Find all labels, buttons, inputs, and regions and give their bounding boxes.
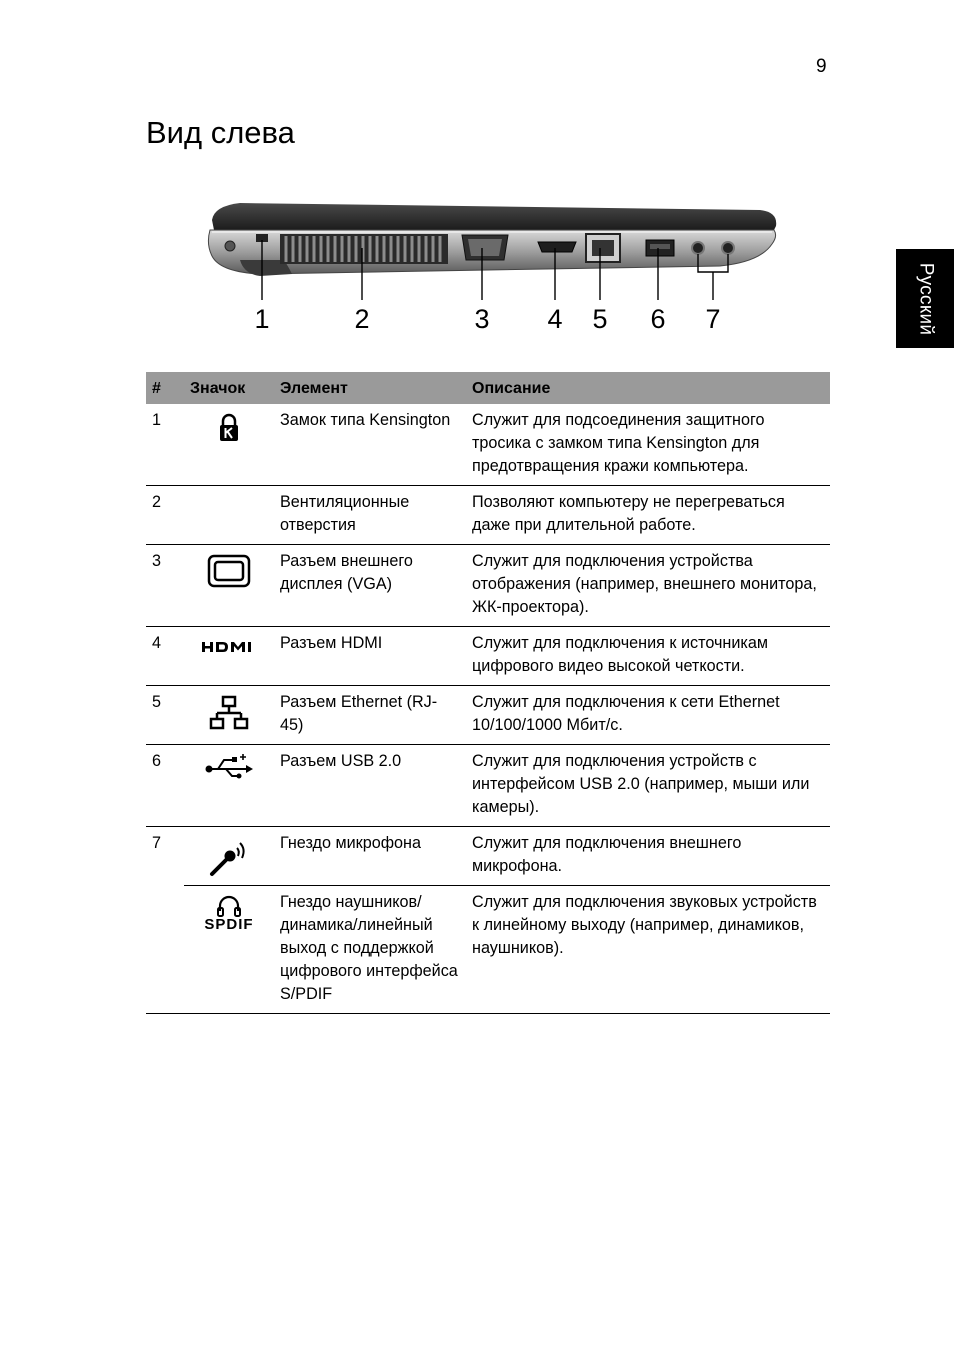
row-icon-cell: [184, 627, 274, 686]
row-description: Служит для подключения внешнего микрофона.: [466, 827, 830, 886]
table-row: [146, 827, 830, 886]
row-icon-cell: [184, 827, 274, 886]
row-description: Служит для подключения к источникам цифрового видео высокой четкости.: [466, 627, 830, 686]
row-element: Разъем HDMI: [274, 627, 466, 686]
row-element: Замок типа Kensington: [274, 404, 466, 486]
callout-3: 3: [474, 304, 490, 334]
row-number: 7: [146, 827, 184, 1014]
language-side-tab: [896, 249, 954, 348]
row-element: Вентиляционные отверстия: [274, 486, 466, 545]
header-number: #: [146, 372, 184, 404]
row-description: Позволяют компьютеру не перегреваться даже при длительной работе.: [466, 486, 830, 545]
row-number: 1: [146, 404, 184, 486]
row-element: Разъем внешнего дисплея (VGA): [274, 545, 466, 627]
callout-4: 4: [547, 304, 563, 334]
headphones-spdif-icon: [216, 895, 242, 917]
spdif-label: SPDIF: [204, 916, 254, 933]
row-number: 6: [146, 745, 184, 827]
row-icon-cell: [184, 486, 274, 545]
callout-1: 1: [254, 304, 270, 334]
row-description: Служит для подсоединения защитного тросика с замком типа Kensington для предотвращения кражи компьютера.: [466, 404, 830, 486]
hdmi-icon: [201, 640, 257, 654]
row-number: 5: [146, 686, 184, 745]
row-icon-cell: [184, 404, 274, 486]
row-icon-cell: [184, 686, 274, 745]
vga-port-icon: [207, 554, 251, 588]
row-element: Разъем USB 2.0: [274, 745, 466, 827]
callout-6: 6: [650, 304, 666, 334]
row-icon-cell: [184, 886, 274, 1014]
row-element: Гнездо наушников/ динамика/линейный выход с поддержкой цифрового интерфейса S/PDIF: [274, 886, 466, 1014]
row-icon-cell: [184, 745, 274, 827]
table-row: [146, 745, 830, 827]
callout-numbers: [200, 302, 790, 342]
page-title: Вид слева: [146, 115, 295, 150]
row-element: Разъем Ethernet (RJ-45): [274, 686, 466, 745]
table-row: [146, 486, 830, 545]
row-number: 4: [146, 627, 184, 686]
row-description: Служит для подключения устройства отображения (например, внешнего монитора, ЖК-проектора).: [466, 545, 830, 627]
header-description: Описание: [466, 372, 830, 404]
table-row: [146, 627, 830, 686]
ethernet-icon: [209, 695, 249, 731]
language-side-tab-label: Русский: [915, 262, 937, 335]
row-description: Служит для подключения устройств с интерфейсом USB 2.0 (например, мыши или камеры).: [466, 745, 830, 827]
table-header-row: [146, 372, 830, 404]
row-number: 3: [146, 545, 184, 627]
callout-7: 7: [705, 304, 721, 334]
vent-slots: [280, 234, 448, 264]
row-icon-cell: [184, 545, 274, 627]
header-icon: Значок: [184, 372, 274, 404]
table-row: [146, 686, 830, 745]
table-row: [146, 545, 830, 627]
row-element: Гнездо микрофона: [274, 827, 466, 886]
header-element: Элемент: [274, 372, 466, 404]
row-description: Служит для подключения звуковых устройств к линейному выходу (например, динамиков, наушников).: [466, 886, 830, 1014]
page-number: 9: [816, 56, 827, 77]
usb-icon: [204, 754, 254, 780]
row-description: Служит для подключения к сети Ethernet 10/100/1000 Мбит/с.: [466, 686, 830, 745]
ports-table: [146, 372, 830, 1014]
callout-5: 5: [592, 304, 608, 334]
row-number: 2: [146, 486, 184, 545]
table-row: [146, 886, 830, 1014]
microphone-icon: [209, 836, 249, 878]
kensington-lock-icon: [217, 413, 241, 443]
callout-2: 2: [354, 304, 370, 334]
table-row: [146, 404, 830, 486]
